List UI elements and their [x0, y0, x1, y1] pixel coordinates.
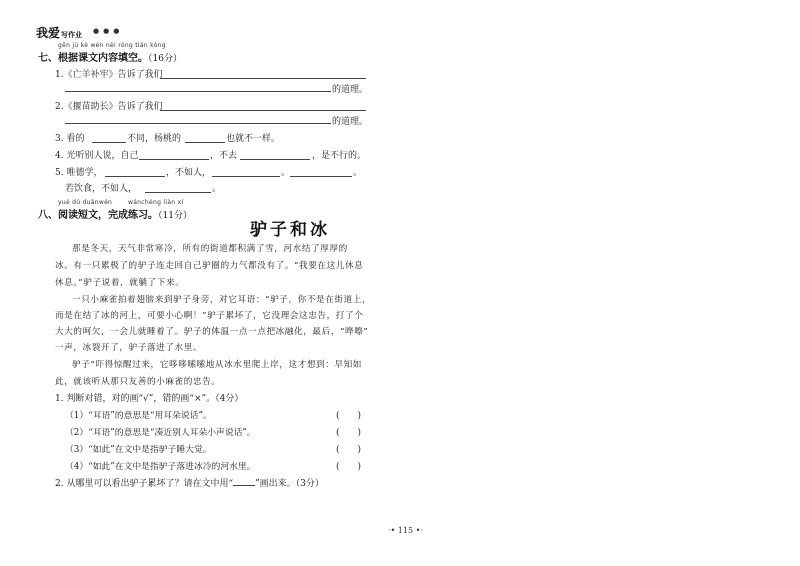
s7-q5-d: 若饮食，不如人，	[65, 184, 138, 194]
passage-line-3: 休息。”驴子说着，就躺了下来。	[55, 278, 185, 288]
s8-q1-answer-2[interactable]: ( )	[336, 428, 362, 438]
passage-line-6: 大大的呵欠，一会儿就睡着了。驴子的体温一点一点把冰融化，最后，“哗嚓”	[55, 327, 369, 337]
s7-q4-b: ，不去	[210, 151, 238, 161]
s8-q2-underline-sample	[233, 477, 255, 486]
s7-q1-blank-2[interactable]	[65, 91, 331, 92]
passage-line-1: 那是冬天，天气非常寒冷，所有的街道都积满了雪，河水结了厚厚的	[72, 244, 348, 254]
section8-heading	[38, 206, 192, 221]
s8-q2-b: ”画出来。（3分）	[255, 479, 324, 489]
s7-q4-c: ，是不行的。	[312, 151, 367, 161]
passage-line-8: 驴子“吓得惊醒过来，它哆哆嗦嗦地从冰水里爬上岸，这才想到：早知如	[72, 360, 363, 370]
s8-q1-item-2: （2）“耳语”的意思是“凑近别人耳朵小声说话”。	[65, 428, 256, 438]
s7-q2-blank-2[interactable]	[65, 123, 331, 124]
section7-pinyin: gēn jù kè wén nèi róng tián kòng	[58, 42, 166, 49]
s7-q1-blank-1[interactable]	[160, 78, 366, 79]
s7-q2-blank-1[interactable]	[160, 110, 366, 111]
s8-q2-a: 2. 从哪里可以看出驴子累坏了？请在文中用“	[55, 479, 234, 489]
brand-subtitle: 写作业	[61, 31, 83, 39]
s7-q2-label: 2.《揠苗助长》告诉了我们	[55, 102, 163, 112]
s7-q5-blank-4[interactable]	[145, 192, 211, 193]
s8-q2	[55, 476, 324, 489]
s7-q5-blank-3[interactable]	[290, 176, 352, 177]
s7-q3-b: 不同，杨桃的	[127, 134, 182, 144]
s7-q3-blank-1[interactable]	[92, 142, 126, 143]
s7-q2-end: 的道理。	[332, 117, 369, 127]
s7-q1-label: 1.《亡羊补牢》告诉了我们	[55, 70, 163, 80]
section7-title: 七、根据课文内容填空。	[38, 53, 148, 64]
passage-line-5: 而是在结了冰的河上，可要小心啊！”驴子累坏了，它没理会这忠告，打了个	[55, 311, 364, 321]
s8-q1-item-1: （1）“耳语”的意思是“用耳朵说话”。	[65, 411, 212, 421]
s8-q1-item-4: （4）“如此”在文中是指驴子落进冰冷的河水里。	[65, 462, 256, 472]
s7-q5-a: 5. 唯德学，	[55, 168, 103, 178]
passage-line-7: 一声，冰裂开了，驴子落进了水里。	[55, 343, 203, 353]
s7-q4-blank-2[interactable]	[240, 159, 310, 160]
s7-q3-c: 也就不一样。	[226, 134, 281, 144]
s7-q3-a: 3. 看的	[55, 134, 85, 144]
s7-q5-c: 。	[281, 168, 291, 178]
s7-q3-blank-2[interactable]	[185, 142, 225, 143]
section7-heading	[38, 49, 182, 64]
passage-line-2: 冰。有一只累极了的驴子连走回自己驴圈的力气都没有了。“我要在这儿休息	[55, 261, 364, 271]
s8-q1-label: 1. 判断对错，对的画“√”，错的画“×”。（4分）	[55, 394, 244, 404]
s7-q5-e1: 。	[353, 168, 363, 178]
section8-title: 八、阅读短文，完成练习。	[38, 210, 158, 221]
s7-q1-end: 的道理。	[332, 85, 369, 95]
passage-line-9: 此，就该听从那只友善的小麻雀的忠告。	[55, 377, 221, 387]
s7-q4-a: 4. 光听别人说，自己	[55, 151, 139, 161]
s8-q1-answer-3[interactable]: ( )	[336, 445, 362, 455]
section8-pinyin-b: wánchéng liàn xí	[128, 199, 184, 206]
brand-dots: ●●●	[93, 27, 124, 35]
s7-q5-blank-2[interactable]	[212, 176, 280, 177]
s8-q1-item-3: （3）“如此”在文中是指驴子睡大觉。	[65, 445, 212, 455]
s7-q5-blank-1[interactable]	[105, 176, 165, 177]
passage-line-4: 一只小麻雀拍着翅膀来到驴子身旁，对它耳语：“驴子，你不是在街道上，	[72, 295, 372, 305]
s7-q5-b: ，不如人，	[166, 168, 212, 178]
section8-pinyin-a: yuè dú duǎnwén	[58, 199, 113, 206]
s8-q1-answer-1[interactable]: ( )	[336, 411, 362, 421]
brand-logo	[36, 24, 82, 41]
s8-q1-answer-4[interactable]: ( )	[336, 462, 362, 472]
section7-points: （16分）	[148, 54, 182, 64]
passage-title: 驴子和冰	[250, 220, 330, 240]
brand-text: 我爱	[36, 26, 61, 40]
s7-q4-blank-1[interactable]	[139, 159, 209, 160]
s7-q5-e2: 。	[212, 184, 222, 194]
page-number: ·• 115 •·	[388, 526, 423, 535]
section8-points: （11分）	[158, 211, 192, 221]
